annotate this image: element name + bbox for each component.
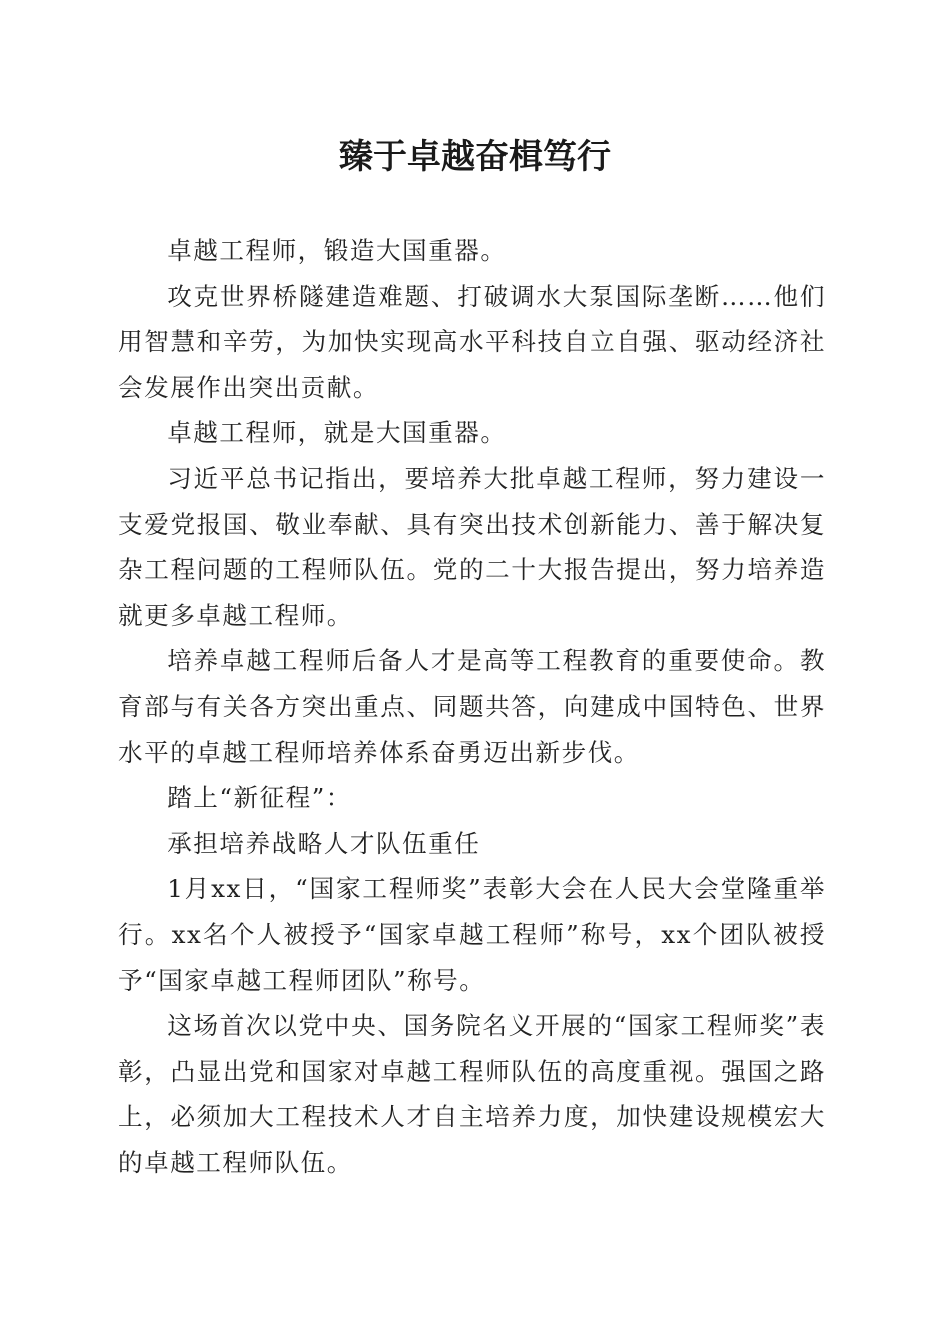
- paragraph-4: 习近平总书记指出，要培养大批卓越工程师，努力建设一支爱党报国、敬业奉献、具有突出技术创新能力、善于解决复杂工程问题的工程师队伍。党的二十大报告提出，努力培养造就更多卓越工程师。: [118, 463, 826, 630]
- paragraph-6: 1月xx日，“国家工程师奖”表彰大会在人民大会堂隆重举行。xx名个人被授予“国家卓越工程师”称号，xx个团队被授予“国家卓越工程师团队”称号。: [118, 874, 826, 995]
- paragraph-1: 卓越工程师，锻造大国重器。: [167, 236, 507, 265]
- document-title: 臻于卓越奋楫笃行: [339, 137, 611, 177]
- paragraph-7: 这场首次以党中央、国务院名义开展的“国家工程师奖”表彰，凸显出党和国家对卓越工程师队伍的高度重视。强国之路上，必须加大工程技术人才自主培养力度，加快建设规模宏大的卓越工程师队伍。: [118, 1011, 826, 1177]
- paragraph-3: 卓越工程师，就是大国重器。: [167, 418, 507, 448]
- document-body: [118, 228, 826, 1185]
- paragraph-2: 攻克世界桥隧建造难题、打破调水大泵国际垄断……他们用智慧和辛劳，为加快实现高水平科技自立自强、驱动经济社会发展作出突出贡献。: [118, 281, 826, 402]
- paragraph-5: 培养卓越工程师后备人才是高等工程教育的重要使命。教育部与有关各方突出重点、同题共答，向建成中国特色、世界水平的卓越工程师培养体系奋勇迈出新步伐。: [118, 646, 826, 767]
- section-heading-line-2: 承担培养战略人才队伍重任: [167, 828, 481, 858]
- section-heading-line-1: 踏上“新征程”：: [167, 783, 352, 813]
